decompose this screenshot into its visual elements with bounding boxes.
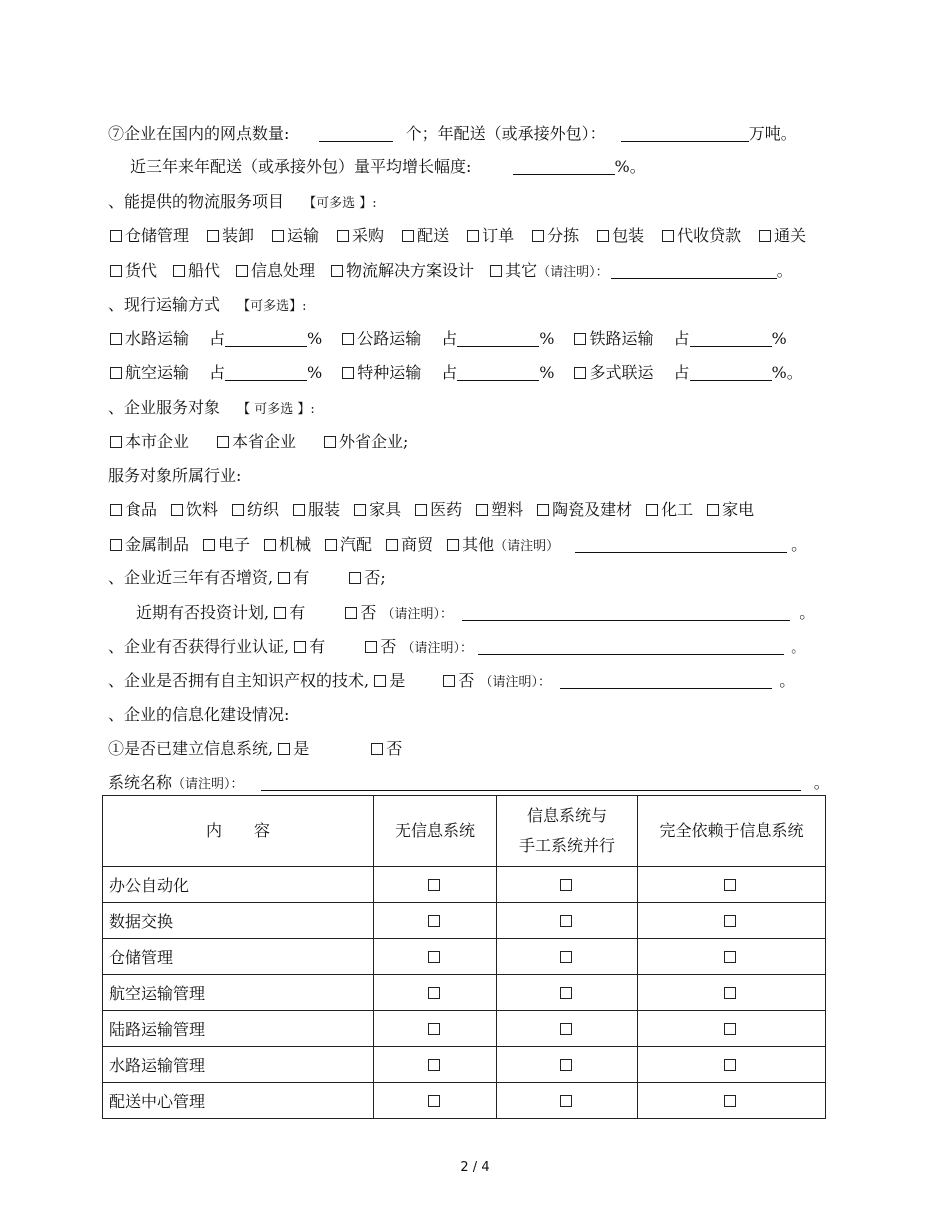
outlet-count-field[interactable] xyxy=(319,125,393,142)
capital-yes-label: 有 xyxy=(293,568,310,587)
it-q1-question: ①是否已建立信息系统, xyxy=(108,739,274,758)
industry-checkbox-7[interactable] xyxy=(537,504,549,516)
cert-question: 、企业有否获得行业认证, xyxy=(108,637,290,656)
service-label-1: 装卸 xyxy=(222,226,255,245)
transport1-pct-field-1[interactable] xyxy=(457,330,539,347)
transport1-label-1: 公路运输 xyxy=(357,329,422,348)
industry-checkbox-9[interactable] xyxy=(707,504,719,516)
plan-line xyxy=(136,603,815,625)
checkbox-full-4[interactable] xyxy=(724,1023,736,1035)
cert-yes-checkbox[interactable] xyxy=(294,641,306,653)
client-label-0: 本市企业 xyxy=(125,432,190,451)
industry2-checkbox-2[interactable] xyxy=(264,539,276,551)
service-label-9: 通关 xyxy=(774,226,807,245)
cert-note: （请注明）： xyxy=(401,641,474,656)
client-checkbox-0[interactable] xyxy=(110,436,122,448)
transport-title xyxy=(108,295,307,317)
table-row xyxy=(103,867,826,903)
checkbox-parallel-3[interactable] xyxy=(560,987,572,999)
industry-checkbox-3[interactable] xyxy=(293,504,305,516)
service2-checkbox-1[interactable] xyxy=(173,265,185,277)
transport2-pct-unit-0: % xyxy=(307,363,323,382)
it-q1-line xyxy=(108,739,402,761)
industry-checkbox-1[interactable] xyxy=(171,504,183,516)
cell-full-3 xyxy=(638,975,826,1011)
table-header-row xyxy=(103,796,826,867)
transport1-share-2: 占 xyxy=(673,329,690,348)
ip-note: （请注明）： xyxy=(479,675,552,690)
industry2-checkbox-5[interactable] xyxy=(447,539,459,551)
it-yes-checkbox[interactable] xyxy=(278,743,290,755)
service-checkbox-5[interactable] xyxy=(467,230,479,242)
q7-line xyxy=(108,124,797,146)
capital-no-label: 否; xyxy=(364,568,386,587)
service2-label-0: 货代 xyxy=(125,261,158,280)
it-title: 、企业的信息化建设情况: xyxy=(108,705,290,724)
it-yes-label: 是 xyxy=(293,739,310,758)
services-row2 xyxy=(110,261,793,283)
industry-checkbox-2[interactable] xyxy=(232,504,244,516)
checkbox-full-3[interactable] xyxy=(724,987,736,999)
checkbox-no-system-1[interactable] xyxy=(428,915,440,927)
transport1-share-0: 占 xyxy=(209,329,226,348)
checkbox-full-0[interactable] xyxy=(724,879,736,891)
cert-yes-label: 有 xyxy=(309,637,326,656)
cell-parallel-3 xyxy=(497,975,638,1011)
plan-end: 。 xyxy=(799,603,816,622)
service-checkbox-7[interactable] xyxy=(597,230,609,242)
header-parallel-line1: 信息系统与 xyxy=(526,806,607,825)
transport2-pct-field-0[interactable] xyxy=(225,364,307,381)
header-full: 完全依赖于信息系统 xyxy=(638,796,826,867)
industry-checkbox-5[interactable] xyxy=(415,504,427,516)
industry-label-3: 服装 xyxy=(308,500,341,519)
row-label-4: 陆路运输管理 xyxy=(103,1011,374,1047)
row-label-2: 仓储管理 xyxy=(103,939,374,975)
cell-no-system-3 xyxy=(374,975,497,1011)
industry2-checkbox-1[interactable] xyxy=(203,539,215,551)
checkbox-no-system-6[interactable] xyxy=(428,1095,440,1107)
cert-line xyxy=(108,637,804,659)
transport1-checkbox-1[interactable] xyxy=(342,333,354,345)
transport2-pct-field-2[interactable] xyxy=(690,364,772,381)
service-checkbox-4[interactable] xyxy=(402,230,414,242)
transport1-pct-unit-1: % xyxy=(539,329,555,348)
industry2-label-4: 商贸 xyxy=(401,535,434,554)
transport1-label-2: 铁路运输 xyxy=(589,329,654,348)
checkbox-full-6[interactable] xyxy=(724,1095,736,1107)
clients-title-text: 、企业服务对象 xyxy=(108,398,221,417)
cell-parallel-0 xyxy=(497,867,638,903)
services-title-text: 、能提供的物流服务项目 xyxy=(108,192,285,211)
clients-multi-note: 【 可多选 】: xyxy=(237,402,315,417)
industry2-label-5: 其他 xyxy=(462,535,495,554)
industry2-label-2: 机械 xyxy=(279,535,312,554)
industry-label-6: 塑料 xyxy=(491,500,524,519)
service-label-4: 配送 xyxy=(417,226,450,245)
cert-end: 。 xyxy=(791,641,805,656)
sys-name-note: （请注明）： xyxy=(172,777,244,792)
industry-note: （请注明） xyxy=(494,539,560,554)
checkbox-full-5[interactable] xyxy=(724,1059,736,1071)
service-checkbox-2[interactable] xyxy=(272,230,284,242)
plan-note: （请注明）： xyxy=(381,607,454,622)
capital-no-checkbox[interactable] xyxy=(349,572,361,584)
transport2-pct-unit-2: %。 xyxy=(771,363,803,382)
service-label-6: 分拣 xyxy=(547,226,580,245)
industry-label-2: 纺织 xyxy=(247,500,280,519)
industry2-label-3: 汽配 xyxy=(340,535,373,554)
transport1-label-0: 水路运输 xyxy=(125,329,190,348)
service2-label-2: 信息处理 xyxy=(251,261,316,280)
service2-label-1: 船代 xyxy=(188,261,221,280)
service-label-7: 包装 xyxy=(612,226,645,245)
transport2-label-1: 特种运输 xyxy=(357,363,422,382)
transport2-checkbox-2[interactable] xyxy=(574,367,586,379)
table-row xyxy=(103,1047,826,1083)
capital-line xyxy=(108,568,386,590)
ip-detail-field[interactable] xyxy=(560,672,772,689)
cell-parallel-4 xyxy=(497,1011,638,1047)
table-row xyxy=(103,1011,826,1047)
transport1-pct-unit-0: % xyxy=(307,329,323,348)
sys-name-field[interactable] xyxy=(261,774,801,791)
cell-full-0 xyxy=(638,867,826,903)
service-checkbox-6[interactable] xyxy=(532,230,544,242)
service-checkbox-3[interactable] xyxy=(337,230,349,242)
transport-multi-note: 【可多选】: xyxy=(237,299,307,314)
ip-line xyxy=(108,671,795,693)
checkbox-full-2[interactable] xyxy=(724,951,736,963)
services-title xyxy=(108,192,377,214)
service-checkbox-1[interactable] xyxy=(207,230,219,242)
capital-yes-checkbox[interactable] xyxy=(278,572,290,584)
row-label-3: 航空运输管理 xyxy=(103,975,374,1011)
industry-checkbox-8[interactable] xyxy=(646,504,658,516)
transport-title-text: 、现行运输方式 xyxy=(108,295,221,314)
industry-row2 xyxy=(110,535,807,557)
service2-label-3: 物流解决方案设计 xyxy=(346,261,475,280)
industry-label-9: 家电 xyxy=(722,500,755,519)
checkbox-parallel-4[interactable] xyxy=(560,1023,572,1035)
industry-label-1: 饮料 xyxy=(186,500,219,519)
service2-label-4: 其它 xyxy=(505,261,538,280)
industry-label-8: 化工 xyxy=(661,500,694,519)
service-label-3: 采购 xyxy=(352,226,385,245)
cert-detail-field[interactable] xyxy=(478,638,784,655)
cell-full-1 xyxy=(638,903,826,939)
transport2-checkbox-1[interactable] xyxy=(342,367,354,379)
ip-question: 、企业是否拥有自主知识产权的技术, xyxy=(108,671,370,690)
transport2-pct-field-1[interactable] xyxy=(457,364,539,381)
service-checkbox-8[interactable] xyxy=(662,230,674,242)
service-label-0: 仓储管理 xyxy=(125,226,190,245)
row-label-6: 配送中心管理 xyxy=(103,1083,374,1119)
plan-no-label: 否 xyxy=(360,603,377,622)
cert-no-checkbox[interactable] xyxy=(365,641,377,653)
ip-yes-checkbox[interactable] xyxy=(374,675,386,687)
clients-title xyxy=(108,398,315,420)
industry-checkbox-0[interactable] xyxy=(110,504,122,516)
transport2-share-2: 占 xyxy=(673,363,690,382)
services-other-field[interactable] xyxy=(611,262,777,279)
services-end: 。 xyxy=(776,261,793,280)
checkbox-no-system-0[interactable] xyxy=(428,879,440,891)
plan-yes-checkbox[interactable] xyxy=(274,607,286,619)
industry2-checkbox-0[interactable] xyxy=(110,539,122,551)
client-label-1: 本省企业 xyxy=(232,432,297,451)
service-label-5: 订单 xyxy=(482,226,515,245)
info-system-table xyxy=(102,795,826,1119)
transport2-label-2: 多式联运 xyxy=(589,363,654,382)
client-checkbox-1[interactable] xyxy=(217,436,229,448)
industry2-checkbox-3[interactable] xyxy=(325,539,337,551)
ip-yes-label: 是 xyxy=(389,671,406,690)
checkbox-no-system-4[interactable] xyxy=(428,1023,440,1035)
row-label-5: 水路运输管理 xyxy=(103,1047,374,1083)
it-no-checkbox[interactable] xyxy=(371,743,383,755)
services-multi-note: 【可多选 】: xyxy=(303,196,377,211)
sys-name-end: 。 xyxy=(813,773,830,792)
transport1-pct-field-2[interactable] xyxy=(690,330,772,347)
cell-parallel-5 xyxy=(497,1047,638,1083)
plan-question: 近期有否投资计划, xyxy=(136,603,270,622)
header-content: 内 容 xyxy=(103,796,374,867)
service-checkbox-0[interactable] xyxy=(110,230,122,242)
services-row1 xyxy=(110,226,806,248)
client-checkbox-2[interactable] xyxy=(324,436,336,448)
cell-parallel-1 xyxy=(497,903,638,939)
q7-lead: ⑦企业在国内的网点数量: xyxy=(108,124,290,143)
cell-parallel-2 xyxy=(497,939,638,975)
industry-label-4: 家具 xyxy=(369,500,402,519)
table-row xyxy=(103,903,826,939)
header-parallel-line2: 手工系统并行 xyxy=(518,836,615,855)
cell-no-system-0 xyxy=(374,867,497,903)
transport1-checkbox-0[interactable] xyxy=(110,333,122,345)
checkbox-full-1[interactable] xyxy=(724,915,736,927)
checkbox-parallel-6[interactable] xyxy=(560,1095,572,1107)
cell-no-system-2 xyxy=(374,939,497,975)
transport2-share-0: 占 xyxy=(209,363,226,382)
row-label-1: 数据交换 xyxy=(103,903,374,939)
transport1-share-1: 占 xyxy=(441,329,458,348)
plan-detail-field[interactable] xyxy=(462,604,790,621)
it-no-label: 否 xyxy=(386,739,403,758)
cell-full-4 xyxy=(638,1011,826,1047)
industry-checkbox-4[interactable] xyxy=(354,504,366,516)
transport2-checkbox-0[interactable] xyxy=(110,367,122,379)
q7-unit2: 万吨。 xyxy=(748,124,797,143)
industry2-label-0: 金属制品 xyxy=(125,535,190,554)
industry-label-0: 食品 xyxy=(125,500,158,519)
cell-parallel-6 xyxy=(497,1083,638,1119)
header-parallel xyxy=(497,796,638,867)
service2-checkbox-0[interactable] xyxy=(110,265,122,277)
cell-no-system-6 xyxy=(374,1083,497,1119)
industry-title: 服务对象所属行业: xyxy=(108,466,242,485)
checkbox-parallel-5[interactable] xyxy=(560,1059,572,1071)
table-row xyxy=(103,975,826,1011)
ip-end: 。 xyxy=(779,671,796,690)
plan-yes-label: 有 xyxy=(289,603,306,622)
transport1-pct-field-0[interactable] xyxy=(225,330,307,347)
header-no-system: 无信息系统 xyxy=(374,796,497,867)
client-label-2: 外省企业; xyxy=(339,432,409,451)
growth-line xyxy=(130,157,646,179)
checkbox-parallel-1[interactable] xyxy=(560,915,572,927)
industry-label-5: 医药 xyxy=(430,500,463,519)
service-label-2: 运输 xyxy=(287,226,320,245)
cell-full-2 xyxy=(638,939,826,975)
sys-name-label: 系统名称 xyxy=(108,773,173,792)
checkbox-no-system-5[interactable] xyxy=(428,1059,440,1071)
q7-unit1: 个；年配送（或承接外包）： xyxy=(405,124,606,143)
capital-question: 、企业近三年有否增资, xyxy=(108,568,274,587)
checkbox-parallel-2[interactable] xyxy=(560,951,572,963)
service2-checkbox-4[interactable] xyxy=(490,265,502,277)
service2-checkbox-2[interactable] xyxy=(236,265,248,277)
service2-checkbox-3[interactable] xyxy=(331,265,343,277)
cell-no-system-4 xyxy=(374,1011,497,1047)
service-checkbox-9[interactable] xyxy=(759,230,771,242)
industry-other-field[interactable] xyxy=(575,536,787,553)
annual-delivery-field[interactable] xyxy=(621,125,749,142)
transport1-checkbox-2[interactable] xyxy=(574,333,586,345)
ip-no-checkbox[interactable] xyxy=(443,675,455,687)
cell-no-system-5 xyxy=(374,1047,497,1083)
plan-no-checkbox[interactable] xyxy=(345,607,357,619)
service-label-8: 代收贷款 xyxy=(677,226,742,245)
industry2-label-1: 电子 xyxy=(218,535,251,554)
checkbox-parallel-0[interactable] xyxy=(560,879,572,891)
clients-row xyxy=(110,432,408,454)
industry-label-7: 陶瓷及建材 xyxy=(552,500,633,519)
industry2-checkbox-4[interactable] xyxy=(386,539,398,551)
checkbox-no-system-2[interactable] xyxy=(428,951,440,963)
cell-full-6 xyxy=(638,1083,826,1119)
transport2-label-0: 航空运输 xyxy=(125,363,190,382)
ip-no-label: 否 xyxy=(458,671,475,690)
services-other-note: （请注明）： xyxy=(537,265,609,280)
transport2-share-1: 占 xyxy=(441,363,458,382)
industry-checkbox-6[interactable] xyxy=(476,504,488,516)
cert-no-label: 否 xyxy=(380,637,397,656)
industry-end: 。 xyxy=(791,535,808,554)
transport-row2 xyxy=(110,363,803,385)
cell-full-5 xyxy=(638,1047,826,1083)
transport2-pct-unit-1: % xyxy=(539,363,555,382)
row-label-0: 办公自动化 xyxy=(103,867,374,903)
table-row xyxy=(103,1083,826,1119)
cell-no-system-1 xyxy=(374,903,497,939)
page-number: 2 / 4 xyxy=(460,1160,490,1175)
table-row xyxy=(103,939,826,975)
growth-label: 近三年来年配送（或承接外包）量平均增长幅度: xyxy=(130,157,472,176)
transport-row1 xyxy=(110,329,787,351)
transport1-pct-unit-2: % xyxy=(771,329,787,348)
growth-field[interactable] xyxy=(513,158,615,175)
growth-unit: %。 xyxy=(614,157,646,176)
checkbox-no-system-3[interactable] xyxy=(428,987,440,999)
sys-name-line xyxy=(108,773,830,795)
industry-row1 xyxy=(110,500,754,522)
